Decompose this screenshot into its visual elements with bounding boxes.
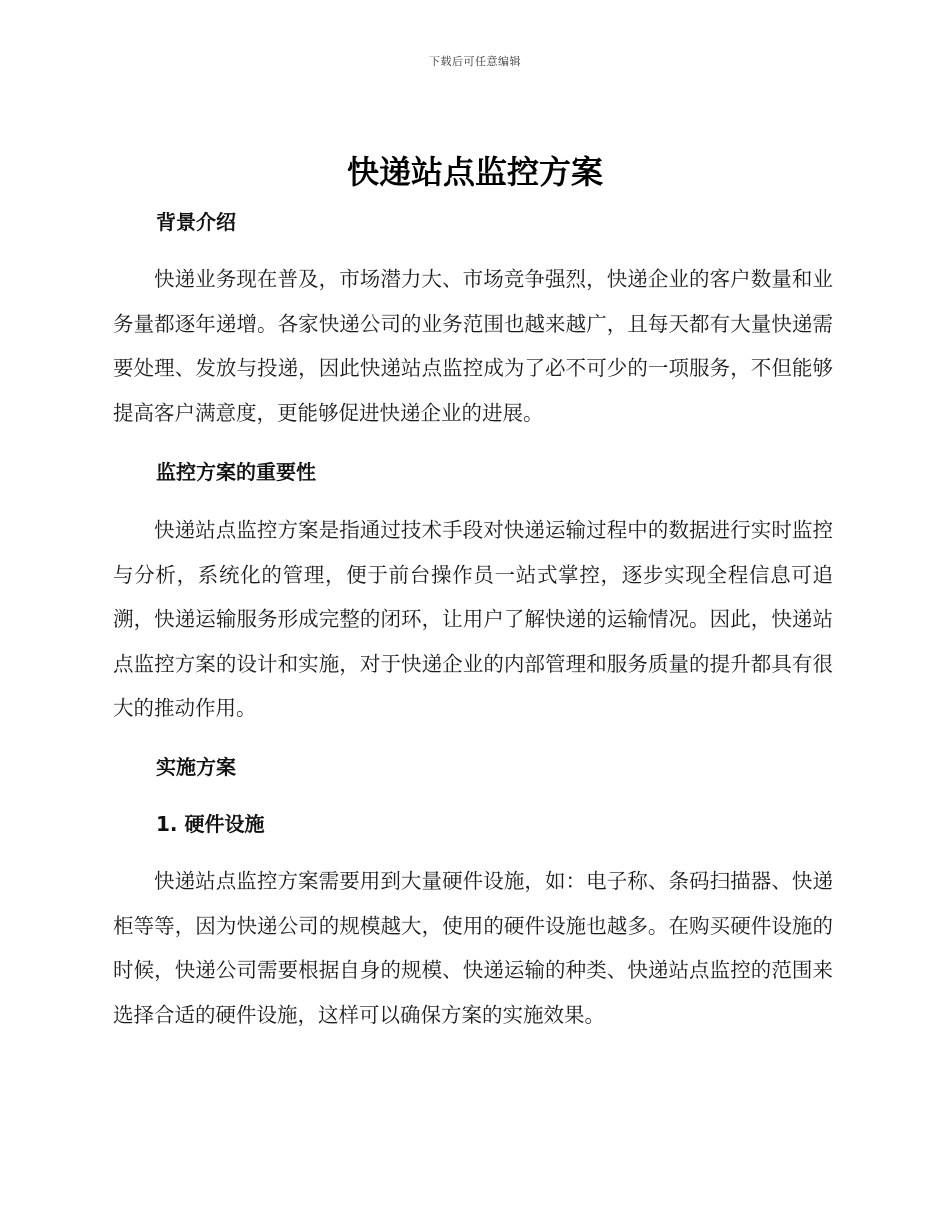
section-heading-implementation: 实施方案 bbox=[156, 755, 236, 779]
document-title: 快递站点监控方案 bbox=[346, 153, 603, 191]
paragraph-hardware: 快递站点监控方案需要用到大量硬件设施，如：电子称、条码扫描器、快递柜等等，因为快递公司的规模越大，使用的硬件设施也越多。在购买硬件设施的时候，快递公司需要根据自身的规模、快递运输的种类、快递站点监控的范围来选择合适的硬件设施，这样可以确保方案的实施效果。 bbox=[113, 869, 833, 1027]
section-heading-background: 背景介绍 bbox=[156, 210, 236, 234]
paragraph-importance: 快递站点监控方案是指通过技术手段对快递运输过程中的数据进行实时监控与分析，系统化的管理，便于前台操作员一站式掌控，逐步实现全程信息可追溯，快递运输服务形成完整的闭环，让用户了解快递的运输情况。因此，快递站点监控方案的设计和实施，对于快递企业的内部管理和服务质量的提升都具有很大的推动作用。 bbox=[113, 518, 833, 720]
section-heading-hardware: 1. 硬件设施 bbox=[156, 812, 265, 836]
page-header-note: 下载后可任意编辑 bbox=[429, 55, 521, 68]
section-heading-importance: 监控方案的重要性 bbox=[156, 460, 316, 484]
paragraph-background: 快递业务现在普及，市场潜力大、市场竞争强烈，快递企业的客户数量和业务量都逐年递增。各家快递公司的业务范围也越来越广，且每天都有大量快递需要处理、发放与投递，因此快递站点监控成为了必不可少的一项服务，不但能够提高客户满意度，更能够促进快递企业的进展。 bbox=[113, 267, 833, 425]
